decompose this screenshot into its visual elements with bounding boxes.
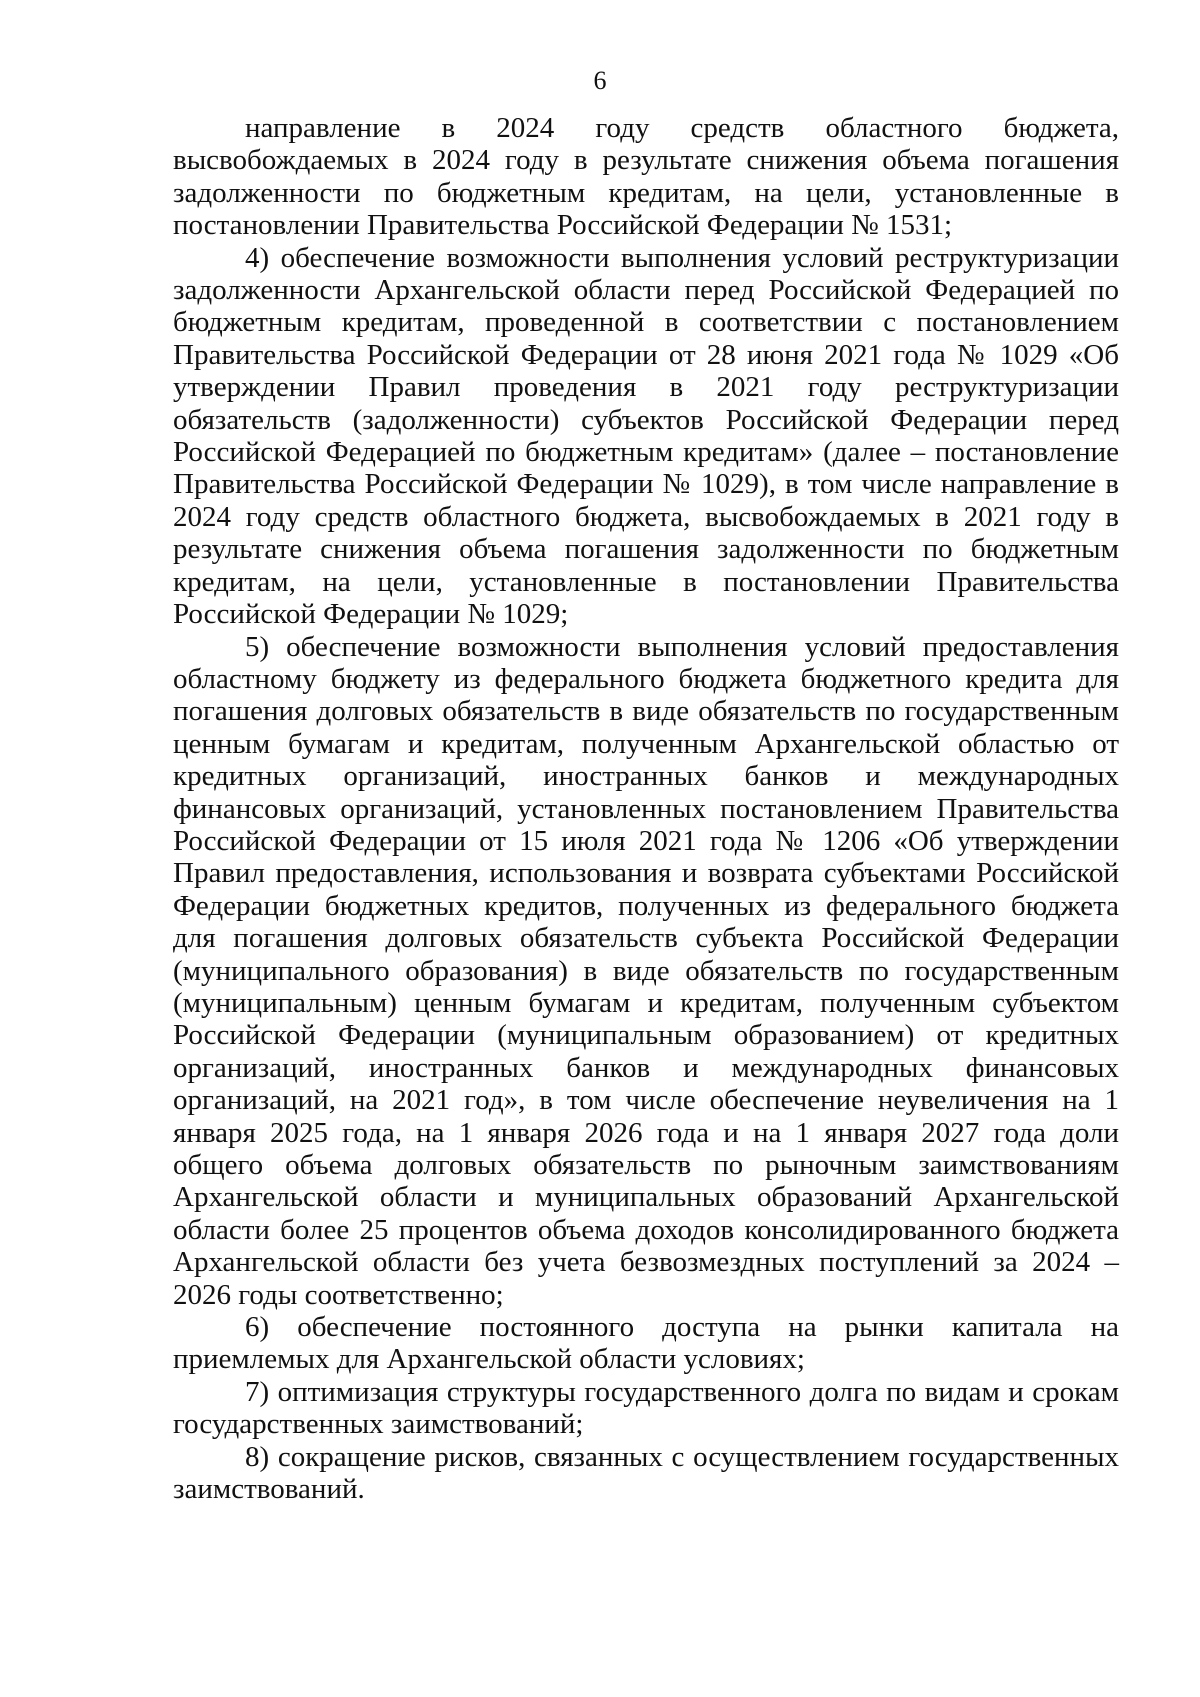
paragraph-continuation: направление в 2024 году средств областного бюджета, высвобождаемых в 2024 году в результате снижения объема погашения задолженности по бюджетным кредитам, на цели, установленные в постановлении Правительства Российской Федерации № 1531; [173, 112, 1119, 242]
list-item-6: 6) обеспечение постоянного доступа на рынки капитала на приемлемых для Архангельской области условиях; [173, 1311, 1119, 1376]
list-item-5: 5) обеспечение возможности выполнения условий предоставления областному бюджету из федерального бюджета бюджетного кредита для погашения долговых обязательств в виде обязательств по государственным ценным бумагам и кредитам, полученным Архангельской областью от кредитных организаций, иностранных банков и международных финансовых организаций, установленных постановлением Правительства Российской Федерации от 15 июля 2021 года № 1206 «Об утверждении Правил предоставления, использования и возврата субъектами Российской Федерации бюджетных кредитов, полученных из федерального бюджета для погашения долговых обязательств субъекта Российской Федерации (муниципального образования) в виде обязательств по государственным (муниципальным) ценным бумагам и кредитам, полученным субъектом Российской Федерации (муниципальным образованием) от кредитных организаций, иностранных банков и международных финансовых организаций, на 2021 год», в том числе обеспечение неувеличения на 1 января 2025 года, на 1 января 2026 года и на 1 января 2027 года доли общего объема долговых обязательств по рыночным заимствованиям Архангельской области и муниципальных образований Архангельской области более 25 процентов объема доходов консолидированного бюджета Архангельской области без учета безвозмездных поступлений за 2024 – 2026 годы соответственно; [173, 630, 1119, 1311]
page-number: 6 [593, 66, 607, 95]
list-item-8: 8) сокращение рисков, связанных с осуществлением государственных заимствований. [173, 1440, 1119, 1506]
document-body [173, 112, 1119, 1505]
list-item-4: 4) обеспечение возможности выполнения условий реструктуризации задолженности Архангельской области перед Российской Федерацией по бюджетным кредитам, проведенной в соответствии с постановлением Правительства Российской Федерации от 28 июня 2021 года № 1029 «Об утверждении Правил проведения в 2021 году реструктуризации обязательств (задолженности) субъектов Российской Федерации перед Российской Федерацией по бюджетным кредитам» (далее – постановление Правительства Российской Федерации № 1029), в том числе направление в 2024 году средств областного бюджета, высвобождаемых в 2021 году в результате снижения объема погашения задолженности по бюджетным кредитам, на цели, установленные в постановлении Правительства Российской Федерации № 1029; [173, 241, 1119, 631]
list-item-7: 7) оптимизация структуры государственного долга по видам и срокам государственных заимствований; [173, 1375, 1119, 1441]
